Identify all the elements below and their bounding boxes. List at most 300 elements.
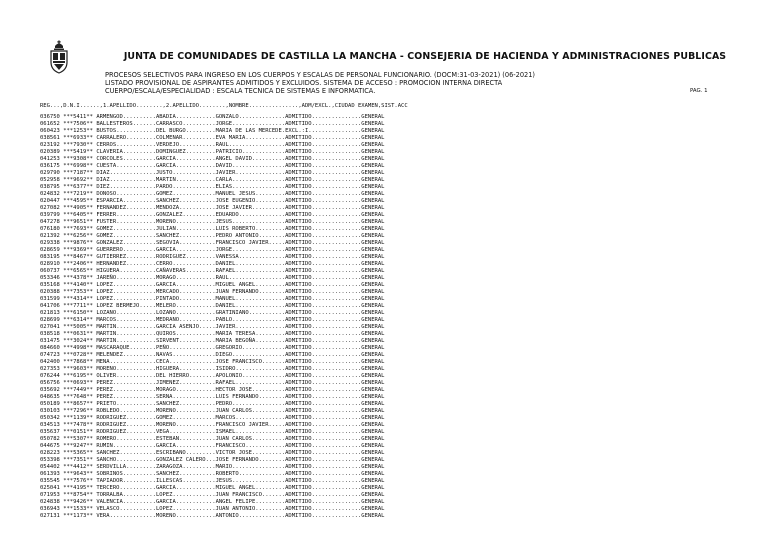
reg-cell: 076180 <box>40 226 60 232</box>
surname2-cell: GARCIA ASENJO <box>155 324 199 330</box>
surname1-cell: MELENDEZ <box>96 352 123 358</box>
surname2-cell: MELERO <box>155 303 176 309</box>
table-row: 050342 ***1139** RODRIGUEZ.........GOMEZ.............MARCOS...............ADMITIDO...............GENERAL <box>40 415 385 421</box>
surname1-cell: PRIETO <box>96 401 117 407</box>
access-system-cell: GENERAL <box>361 317 385 323</box>
table-row: 044675 ***9247** RUMIN.............GARCIA............FRANCISCO............ADMITIDO...............GENERAL <box>40 443 385 449</box>
status-cell: ADMITIDO <box>285 443 312 449</box>
reg-cell: 027082 <box>40 205 60 211</box>
surname2-cell: MEDRANO <box>155 317 180 323</box>
table-row: 029790 ***7187** DIAZ..............JUSTO.............JAVIER...............ADMITIDO...............GENERAL <box>40 170 385 176</box>
first-name-cell: JUAN FERNANDO <box>215 289 259 295</box>
surname2-cell: NAVAS <box>155 352 173 358</box>
table-row: 038795 ***6377** DIEZ..............PARDO.............ELIAS................ADMITIDO...............GENERAL <box>40 184 385 190</box>
surname2-cell: MORAGO <box>155 387 176 393</box>
dni-cell: ***9308** <box>63 156 93 162</box>
surname2-cell: GOMEZ <box>155 415 173 421</box>
column-header-surname1: 1.APELLIDO <box>102 103 137 109</box>
first-name-cell: ELIAS <box>215 184 233 190</box>
dni-cell: ***9643** <box>63 471 93 477</box>
access-system-cell: GENERAL <box>361 499 385 505</box>
table-row: 036175 ***6998** CUESTA............GARCIA............DAVID................ADMITIDO...............GENERAL <box>40 163 385 169</box>
table-row: 027353 ***9603** MORENO............HIGUERA...........ISIDRO...............ADMITIDO...............GENERAL <box>40 366 385 372</box>
dni-cell: ***7449** <box>63 387 93 393</box>
surname2-cell: SANCHEZ <box>155 471 180 477</box>
surname1-cell: CLAVERIA <box>96 149 123 155</box>
table-row: 038518 ***0631** MARTIN............QUIROS............MARIA TERESA.........ADMITIDO...............GENERAL <box>40 331 385 337</box>
reg-cell: 053346 <box>40 275 60 281</box>
surname1-cell: PEREZ <box>96 387 113 393</box>
surname2-cell: RODRIGUEZ <box>155 254 186 260</box>
surname2-cell: CAÑAVERAS <box>155 268 186 274</box>
table-row: 028223 ***5365** SANCHEZ...........ESCRIBANO.........VICTOR JOSE..........ADMITIDO...............GENERAL <box>40 450 385 456</box>
table-row: 076180 ***7693** GOMEZ.............JULIAN............LUIS ROBERTO.........ADMITIDO...............GENERAL <box>40 226 385 232</box>
first-name-cell: MANUEL <box>215 296 236 302</box>
dni-cell: ***4378** <box>63 275 93 281</box>
surname1-cell: MARCOS <box>96 317 117 323</box>
dni-cell: ***4905** <box>63 205 93 211</box>
status-cell: ADMITIDO <box>285 401 312 407</box>
surname1-cell: RODRIGUEZ <box>96 422 127 428</box>
access-system-cell: GENERAL <box>361 506 385 512</box>
first-name-cell: ROBERTO <box>215 471 239 477</box>
reg-cell: 020389 <box>40 149 60 155</box>
dni-cell: ***7693** <box>63 226 93 232</box>
table-row: 020388 ***7353** LOPEZ.............MERCADO...........JUAN FERNANDO........ADMITIDO...............GENERAL <box>40 289 385 295</box>
status-cell: ADMITIDO <box>285 352 312 358</box>
surname1-cell: GOMEZ <box>96 226 113 232</box>
column-header-first-name: NOMBRE <box>228 103 249 109</box>
first-name-cell: EDUARDO <box>215 212 239 218</box>
reg-cell: 042400 <box>40 359 60 365</box>
dni-cell: ***6150** <box>63 310 93 316</box>
surname1-cell: ROMERO <box>96 436 117 442</box>
reg-cell: 061393 <box>40 471 60 477</box>
reg-cell: 020447 <box>40 198 60 204</box>
surname2-cell: SANCHEZ <box>155 198 180 204</box>
surname2-cell: LOZANO <box>155 310 176 316</box>
access-system-cell: GENERAL <box>361 296 385 302</box>
status-cell: ADMITIDO <box>285 226 312 232</box>
surname2-cell: ABADIA <box>155 114 176 120</box>
status-cell: ADMITIDO <box>285 436 312 442</box>
reg-cell: 071953 <box>40 492 60 498</box>
table-row: 021813 ***6150** LOZANO............LOZANO............GRATINIANO...........ADMITIDO...............GENERAL <box>40 310 385 316</box>
surname1-cell: DIEZ <box>96 184 110 190</box>
surname2-cell: GONZALEZ <box>155 212 183 218</box>
surname2-cell: PARDO <box>155 184 173 190</box>
status-cell: ADMITIDO <box>285 219 312 225</box>
table-row: 083195 ***8467** GUTIERREZ.........RODRIGUEZ.........VANESSA..............ADMITIDO...............GENERAL <box>40 254 385 260</box>
status-cell: ADMITIDO <box>285 485 312 491</box>
reg-cell: 024832 <box>40 191 60 197</box>
surname2-cell: PINTADO <box>155 296 180 302</box>
table-row: 053398 ***7351** SANCHO............GONZALEZ CALERO...JOSE FERNANDO........ADMITIDO...............GENERAL <box>40 457 385 463</box>
first-name-cell: ISMAEL <box>215 429 236 435</box>
reg-cell: 021813 <box>40 310 60 316</box>
status-cell: ADMITIDO <box>285 408 312 414</box>
status-cell: ADMITIDO <box>285 513 312 519</box>
surname2-cell: MORENO <box>155 513 176 519</box>
first-name-cell: MIGUEL ANGEL <box>215 282 256 288</box>
access-system-cell: GENERAL <box>361 373 385 379</box>
access-system-cell: GENERAL <box>361 380 385 386</box>
surname1-cell: FERNANDEZ <box>96 205 127 211</box>
reg-cell: 044675 <box>40 443 60 449</box>
status-cell: ADMITIDO <box>285 296 312 302</box>
surname1-cell: BUSTOS <box>96 128 117 134</box>
access-system-cell: GENERAL <box>361 401 385 407</box>
first-name-cell: MARCOS <box>215 415 236 421</box>
first-name-cell: PATRICIO <box>215 149 243 155</box>
reg-cell: 074723 <box>40 352 60 358</box>
reg-cell: 035168 <box>40 282 60 288</box>
surname2-cell: ESTEBAN <box>155 436 180 442</box>
first-name-cell: VANESSA <box>215 254 239 260</box>
reg-cell: 047278 <box>40 219 60 225</box>
table-row: 071953 ***8754** TORRALBA..........LOPEZ.............JUAN FRANCISCO.......ADMITIDO...............GENERAL <box>40 492 385 498</box>
status-cell: ADMITIDO <box>285 191 312 197</box>
reg-cell: 084660 <box>40 345 60 351</box>
access-system-cell: GENERAL <box>361 485 385 491</box>
reg-cell: 020388 <box>40 289 60 295</box>
surname2-cell: CARRASCO <box>155 121 183 127</box>
surname2-cell: MERCADO <box>155 289 180 295</box>
dni-cell: ***0728** <box>63 352 93 358</box>
surname2-cell: VERDEJO <box>155 142 180 148</box>
surname2-cell: GARCIA <box>155 163 176 169</box>
access-system-cell: GENERAL <box>361 429 385 435</box>
first-name-cell: RAFAEL <box>215 268 236 274</box>
table-row: 076244 ***6195** OLIVER............DEL HIERRO........APOLONIO.............ADMITIDO...............GENERAL <box>40 373 385 379</box>
access-system-cell: GENERAL <box>361 422 385 428</box>
surname2-cell: SANCHEZ <box>155 233 180 239</box>
reg-cell: 034513 <box>40 422 60 428</box>
access-system-cell: GENERAL <box>361 205 385 211</box>
first-name-cell: DAVID <box>215 163 233 169</box>
surname1-cell: RUMIN <box>96 443 113 449</box>
surname1-cell: HERNANDEZ <box>96 261 127 267</box>
reg-cell: 025041 <box>40 485 60 491</box>
surname2-cell: MENDOZA <box>155 205 180 211</box>
surname1-cell: LOZANO <box>96 310 117 316</box>
surname2-cell: CECA <box>155 359 170 365</box>
table-row: 027082 ***4905** FERNANDEZ.........MENDOZA...........JOSE JAVIER..........ADMITIDO...............GENERAL <box>40 205 385 211</box>
status-cell: ADMITIDO <box>285 506 312 512</box>
first-name-cell: ANGEL FELIPE <box>215 499 256 505</box>
first-name-cell: EVA MARIA <box>215 135 246 141</box>
table-row: 056756 ***0693** PEREZ.............JIMENEZ...........RAFAEL...............ADMITIDO...............GENERAL <box>40 380 385 386</box>
column-header-surname2: 2.APELLIDO <box>165 103 199 109</box>
status-cell: ADMITIDO <box>285 338 312 344</box>
surname2-cell: MORENO <box>155 408 176 414</box>
surname1-cell: SOBRINOS <box>96 471 123 477</box>
dni-cell: ***4998** <box>63 345 93 351</box>
table-row: 031599 ***4314** LOPEZ.............PINTADO...........MANUEL...............ADMITIDO...............GENERAL <box>40 296 385 302</box>
dni-cell: ***7506** <box>63 121 93 127</box>
first-name-cell: JOSE JAVIER <box>215 205 252 211</box>
surname2-cell: GONZALEZ CALERO <box>155 457 206 463</box>
applicants-table <box>40 114 384 520</box>
access-system-cell: GENERAL <box>361 387 385 393</box>
status-cell: ADMITIDO <box>285 317 312 323</box>
access-system-cell: GENERAL <box>361 443 385 449</box>
access-system-cell: GENERAL <box>361 275 385 281</box>
surname1-cell: TORRALBA <box>96 492 123 498</box>
first-name-cell: JUAN FRANCISCO <box>215 492 262 498</box>
table-row: 035692 ***7449** PEREZ.............MORAGO............HECTOR JOSE..........ADMITIDO...............GENERAL <box>40 387 385 393</box>
reg-cell: 024838 <box>40 499 60 505</box>
status-cell: ADMITIDO <box>285 177 312 183</box>
table-row: 054402 ***4412** SERDVILLA.........ZARAGOZA..........MARIO................ADMITIDO...............GENERAL <box>40 464 385 470</box>
table-row: 029338 ***9876** GONZALEZ..........SEGOVIA...........FRANCISCO JAVIER.....ADMITIDO...............GENERAL <box>40 240 385 246</box>
surname1-cell: FERRER <box>96 212 117 218</box>
status-cell: ADMITIDO <box>285 310 312 316</box>
surname2-cell: GOMEZ <box>155 191 173 197</box>
surname1-cell: DIAZ <box>96 177 110 183</box>
reg-cell: 050342 <box>40 415 60 421</box>
reg-cell: 076244 <box>40 373 60 379</box>
dni-cell: ***7296** <box>63 408 93 414</box>
first-name-cell: MIGUEL ANGEL <box>215 485 256 491</box>
status-cell: ADMITIDO <box>285 478 312 484</box>
first-name-cell: VICTOR JOSE <box>215 450 252 456</box>
surname2-cell: ZARAGOZA <box>155 464 183 470</box>
surname2-cell: PEÑO <box>155 345 170 351</box>
first-name-cell: GRATINIANO <box>215 310 249 316</box>
access-system-cell: GENERAL <box>361 240 385 246</box>
column-header-row: REG...,D.N.I......,1.APELLIDO........,2.APELLIDO........,NOMBRE...............,ADM/EXCL.,CIUDAD EXAMEN,SIST.ACC <box>40 103 408 109</box>
first-name-cell: JORGE <box>215 247 233 253</box>
status-cell: ADMITIDO <box>285 254 312 260</box>
access-system-cell: GENERAL <box>361 177 385 183</box>
dni-cell: ***4195** <box>63 485 93 491</box>
status-cell: ADMITIDO <box>285 184 312 190</box>
status-cell: ADMITIDO <box>285 114 312 120</box>
column-header-status: ADM/EXCL. <box>301 103 332 109</box>
table-row: 035545 ***7576** TAPIADOR..........ILLESCAS..........JESUS................ADMITIDO...............GENERAL <box>40 478 385 484</box>
surname2-cell: GARCIA <box>155 499 176 505</box>
dni-cell: ***7576** <box>63 478 93 484</box>
reg-cell: 054402 <box>40 464 60 470</box>
surname1-cell: ARMENGOD <box>96 114 123 120</box>
surname1-cell: LOPEZ <box>96 282 113 288</box>
table-row: 027131 ***1173** VERA..............MORENO............ANTONIO..............ADMITIDO...............GENERAL <box>40 513 385 519</box>
reg-cell: 021392 <box>40 233 60 239</box>
surname1-cell: TERCERO <box>96 485 120 491</box>
status-cell: ADMITIDO <box>285 380 312 386</box>
status-cell: ADMITIDO <box>285 261 312 267</box>
surname2-cell: MARTIN <box>155 177 176 183</box>
table-row: 060423 ***1253** BUSTOS............DEL BURGO.........MARIA DE LAS MERCEDE.EXCL.:I................GENERAL <box>40 128 385 134</box>
surname2-cell: MORENO <box>155 219 176 225</box>
first-name-cell: ANTONIO <box>215 513 239 519</box>
surname2-cell: DOMINGUEZ <box>155 149 186 155</box>
reg-cell: 028699 <box>40 317 60 323</box>
surname1-cell: CORCOLES <box>96 156 123 162</box>
reg-cell: 041253 <box>40 156 60 162</box>
reg-cell: 050189 <box>40 401 60 407</box>
first-name-cell: PEDRO <box>215 401 233 407</box>
surname1-cell: MARTIN <box>96 331 117 337</box>
access-system-cell: GENERAL <box>361 219 385 225</box>
surname2-cell: JUSTO <box>155 170 173 176</box>
dni-cell: ***1533** <box>63 506 93 512</box>
table-row: 036750 ***5411** ARMENGOD..........ABADIA............GONZALO..............ADMITIDO...............GENERAL <box>40 114 385 120</box>
access-system-cell: GENERAL <box>361 338 385 344</box>
first-name-cell: JOSE FRANCISCO <box>215 359 262 365</box>
surname1-cell: SERDVILLA <box>96 464 127 470</box>
status-cell: ADMITIDO <box>285 268 312 274</box>
surname1-cell: MARTIN <box>96 324 117 330</box>
dni-cell: ***5307** <box>63 436 93 442</box>
surname1-cell: GUTIERREZ <box>96 254 127 260</box>
access-system-cell: GENERAL <box>361 191 385 197</box>
access-system-cell: GENERAL <box>361 198 385 204</box>
reg-cell: 039799 <box>40 212 60 218</box>
status-cell: ADMITIDO <box>285 163 312 169</box>
reg-cell: 060737 <box>40 268 60 274</box>
surname1-cell: MARTIN <box>96 338 117 344</box>
first-name-cell: JESUS <box>215 478 233 484</box>
status-cell: ADMITIDO <box>285 170 312 176</box>
first-name-cell: LUIS FERNANDO <box>215 394 259 400</box>
dni-cell: ***4412** <box>63 464 93 470</box>
dni-cell: ***1173** <box>63 513 93 519</box>
access-system-cell: GENERAL <box>361 408 385 414</box>
surname1-cell: GOMEZ <box>96 233 113 239</box>
first-name-cell: RAUL <box>215 275 229 281</box>
first-name-cell: PABLO <box>215 317 233 323</box>
first-name-cell: MARIO <box>215 464 233 470</box>
reg-cell: 061652 <box>40 121 60 127</box>
process-description: PROCESOS SELECTIVOS PARA INGRESO EN LOS CUERPOS Y ESCALAS DE PERSONAL FUNCIONARIO. (DOCM:31-03-2021) (06-2021) <box>105 71 535 79</box>
access-system-cell: GENERAL <box>361 149 385 155</box>
list-description: LISTADO PROVISIONAL DE ASPIRANTES ADMITIDOS Y EXCLUIDOS. SISTEMA DE ACCESO : PROMOCION INTERNA DIRECTA <box>105 79 503 87</box>
dni-cell: ***2406** <box>63 261 93 267</box>
access-system-cell: GENERAL <box>361 352 385 358</box>
surname2-cell: ESCRIBANO <box>155 450 186 456</box>
first-name-cell: FRANCISCO JAVIER <box>215 422 269 428</box>
status-cell: ADMITIDO <box>285 282 312 288</box>
reg-cell: 027353 <box>40 366 60 372</box>
surname2-cell: MORAGO <box>155 275 176 281</box>
surname1-cell: HIGUERA <box>96 268 120 274</box>
surname2-cell: LOPEZ <box>155 492 173 498</box>
status-cell: ADMITIDO <box>285 387 312 393</box>
table-row: 074723 ***0728** MELENDEZ..........NAVAS.............DIEGO................ADMITIDO...............GENERAL <box>40 352 385 358</box>
table-row: 028699 ***6314** MARCOS............MEDRANO...........PABLO................ADMITIDO...............GENERAL <box>40 317 385 323</box>
surname2-cell: VEGA <box>155 429 170 435</box>
first-name-cell: DANIEL <box>215 261 236 267</box>
dni-cell: ***5411** <box>63 114 93 120</box>
dni-cell: ***6314** <box>63 317 93 323</box>
table-row: 036943 ***1533** VELASCO...........LOPEZ.............JUAN ANTONIO.........ADMITIDO...............GENERAL <box>40 506 385 512</box>
table-row: 031475 ***3024** MARTIN............SIRVENT...........MARIA BEGOÑA.........ADMITIDO...............GENERAL <box>40 338 385 344</box>
page-number: PAG. 1 <box>690 88 708 94</box>
reg-cell: 023192 <box>40 142 60 148</box>
surname1-cell: DIAZ <box>96 170 110 176</box>
status-cell: ADMITIDO <box>285 121 312 127</box>
surname1-cell: SANCHEZ <box>96 450 120 456</box>
dni-cell: ***9369** <box>63 247 93 253</box>
surname2-cell: SIRVENT <box>155 338 180 344</box>
reg-cell: 029790 <box>40 170 60 176</box>
table-row: 034513 ***7478** RODRIGUEZ.........MORENO............FRANCISCO JAVIER.....ADMITIDO...............GENERAL <box>40 422 385 428</box>
surname2-cell: GARCIA <box>155 443 176 449</box>
dni-cell: ***7219** <box>63 191 93 197</box>
dni-cell: ***6998** <box>63 163 93 169</box>
status-cell: ADMITIDO <box>285 289 312 295</box>
access-system-cell: GENERAL <box>361 471 385 477</box>
reg-cell: 035692 <box>40 387 60 393</box>
dni-cell: ***8657** <box>63 401 93 407</box>
table-row: 053346 ***4378** JAREÑO............MORAGO............RAUL.................ADMITIDO...............GENERAL <box>40 275 385 281</box>
status-cell: ADMITIDO <box>285 142 312 148</box>
first-name-cell: JUAN CARLOS <box>215 408 252 414</box>
table-row: 041253 ***9308** CORCOLES..........GARCIA............ANGEL DAVID..........ADMITIDO...............GENERAL <box>40 156 385 162</box>
access-system-cell: GENERAL <box>361 478 385 484</box>
status-cell: ADMITIDO <box>285 275 312 281</box>
column-header-exam-city: CIUDAD EXAMEN <box>334 103 378 109</box>
surname1-cell: CARRALERO <box>96 135 127 141</box>
reg-cell: 038795 <box>40 184 60 190</box>
dni-cell: ***1253** <box>63 128 93 134</box>
reg-cell: 031599 <box>40 296 60 302</box>
reg-cell: 052958 <box>40 177 60 183</box>
dni-cell: ***9876** <box>63 240 93 246</box>
dni-cell: ***6256** <box>63 233 93 239</box>
column-header-access-system: SIST.ACC <box>381 103 408 109</box>
surname2-cell: HIGUERA <box>155 366 180 372</box>
dni-cell: ***4595** <box>63 198 93 204</box>
status-cell: ADMITIDO <box>285 149 312 155</box>
access-system-cell: GENERAL <box>361 233 385 239</box>
surname1-cell: LOPEZ BERMEJO <box>96 303 140 309</box>
table-row: 050189 ***8657** PRIETO............SANCHEZ...........PEDRO................ADMITIDO...............GENERAL <box>40 401 385 407</box>
status-cell: ADMITIDO <box>285 233 312 239</box>
surname1-cell: PEREZ <box>96 380 113 386</box>
reg-cell: 038561 <box>40 135 60 141</box>
status-cell: ADMITIDO <box>285 499 312 505</box>
dni-cell: ***8467** <box>63 254 93 260</box>
dni-cell: ***6933** <box>63 135 93 141</box>
first-name-cell: GREGORIO <box>215 345 243 351</box>
surname1-cell: LOPEZ <box>96 289 113 295</box>
first-name-cell: RAUL <box>215 142 229 148</box>
surname1-cell: CERROS <box>96 142 117 148</box>
status-cell: ADMITIDO <box>285 492 312 498</box>
first-name-cell: PEDRO ANTONIO <box>215 233 259 239</box>
status-cell: ADMITIDO <box>285 471 312 477</box>
status-cell: ADMITIDO <box>285 303 312 309</box>
first-name-cell: JAVIER <box>215 324 236 330</box>
surname1-cell: VALENCIA <box>96 499 123 505</box>
reg-cell: 038518 <box>40 331 60 337</box>
table-row: 024832 ***7219** DONOSO............GOMEZ.............MANUEL JESUS.........ADMITIDO...............GENERAL <box>40 191 385 197</box>
surname1-cell: ESPARCIA <box>96 198 123 204</box>
surname1-cell: PEREZ <box>96 394 113 400</box>
reg-cell: 060423 <box>40 128 60 134</box>
table-row: 028910 ***2406** HERNANDEZ.........CERRO.............DANIEL...............ADMITIDO...............GENERAL <box>40 261 385 267</box>
first-name-cell: JORGE <box>215 121 233 127</box>
table-row: 035637 ***0151** RODRIGUEZ.........VEGA..............ISMAEL...............ADMITIDO...............GENERAL <box>40 429 385 435</box>
dni-cell: ***3024** <box>63 338 93 344</box>
status-cell: ADMITIDO <box>285 366 312 372</box>
status-cell: ADMITIDO <box>285 324 312 330</box>
access-system-cell: GENERAL <box>361 254 385 260</box>
status-cell: ADMITIDO <box>285 331 312 337</box>
